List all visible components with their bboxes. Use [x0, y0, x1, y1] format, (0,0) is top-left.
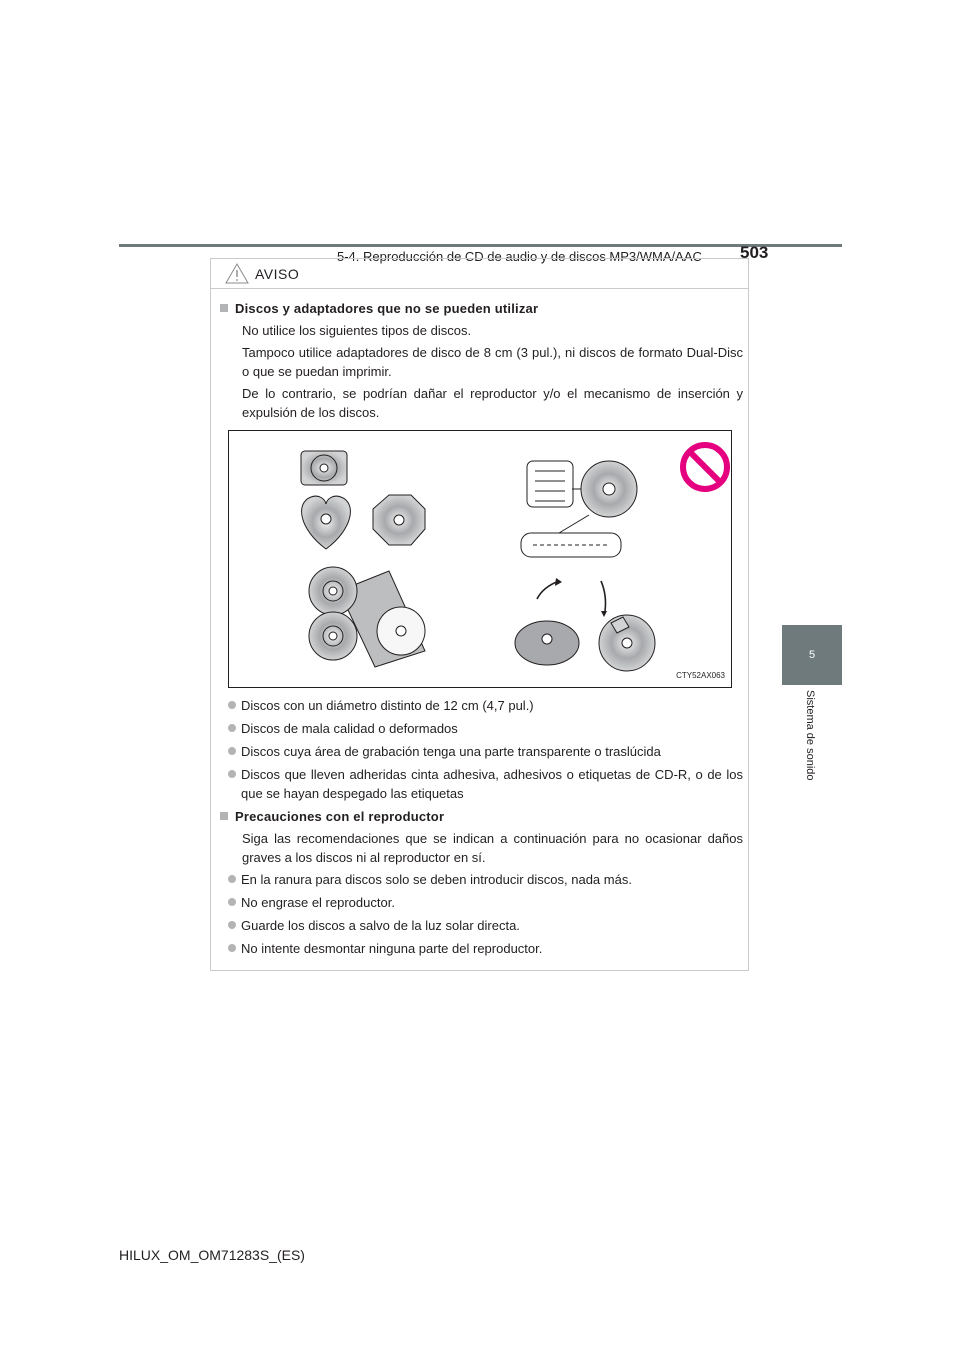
paragraph: Tampoco utilice adaptadores de disco de 8 cm (3 pul.), ni discos de formato Dual-Disc o que se puedan imprimir.	[242, 345, 743, 379]
section-heading: Precauciones con el reproductor	[218, 807, 743, 826]
round-bullet-icon	[228, 875, 236, 883]
paragraph: Siga las recomendaciones que se indican a continuación para no ocasionar daños graves a los discos ni al reproductor en sí.	[242, 831, 743, 865]
list-item: No engrase el reproductor.	[228, 893, 743, 912]
list-item: Discos que lleven adheridas cinta adhesiva, adhesivos o etiquetas de CD-R, o de los que se hayan despegado las etiquetas	[228, 765, 743, 803]
peeling-label-disc-icon	[515, 578, 655, 671]
octagonal-disc-icon	[373, 495, 425, 545]
list-item: Discos cuya área de grabación tenga una parte transparente o traslúcida	[228, 742, 743, 761]
warning-content	[218, 299, 743, 962]
list-item: Discos de mala calidad o deformados	[228, 719, 743, 738]
round-bullet-icon	[228, 898, 236, 906]
chapter-number: 5	[808, 649, 816, 661]
square-disc-icon	[301, 451, 347, 485]
round-bullet-icon	[228, 724, 236, 732]
warning-header	[211, 259, 748, 289]
warning-triangle-icon	[225, 263, 249, 284]
square-bullet-icon	[220, 812, 228, 820]
list-item: No intente desmontar ninguna parte del reproductor.	[228, 939, 743, 958]
heart-disc-icon	[302, 496, 351, 549]
figure-code: CTY52AX063	[676, 671, 725, 680]
section-heading: Discos y adaptadores que no se pueden utilizar	[218, 299, 743, 318]
chapter-title: Sistema de sonido	[804, 690, 816, 781]
discs-illustration	[229, 431, 731, 687]
round-bullet-icon	[228, 921, 236, 929]
prohibited-icon	[683, 445, 727, 489]
chapter-tab[interactable]	[782, 625, 842, 685]
round-bullet-icon	[228, 770, 236, 778]
list-item: En la ranura para discos solo se deben introducir discos, nada más.	[228, 870, 743, 889]
warning-box	[210, 258, 749, 971]
warning-title: AVISO	[255, 265, 300, 282]
unusable-discs-figure	[228, 430, 732, 688]
document-code: HILUX_OM_OM71283S_(ES)	[119, 1247, 305, 1263]
round-bullet-icon	[228, 701, 236, 709]
round-bullet-icon	[228, 944, 236, 952]
adapter-disc-icon	[521, 461, 637, 557]
transparent-disc-icon	[309, 567, 425, 667]
paragraph: No utilice los siguientes tipos de discos.	[242, 323, 472, 338]
square-bullet-icon	[220, 304, 228, 312]
list-item: Guarde los discos a salvo de la luz solar directa.	[228, 916, 743, 935]
paragraph: De lo contrario, se podrían dañar el reproductor y/o el mecanismo de inserción y expulsión de los discos.	[242, 386, 743, 420]
list-item: Discos con un diámetro distinto de 12 cm (4,7 pul.)	[228, 696, 743, 715]
page-number: 503	[740, 243, 769, 262]
round-bullet-icon	[228, 747, 236, 755]
header-rule	[119, 244, 842, 247]
section-title: 5-4. Reproducción de CD de audio y de discos MP3/WMA/AAC	[337, 249, 702, 264]
